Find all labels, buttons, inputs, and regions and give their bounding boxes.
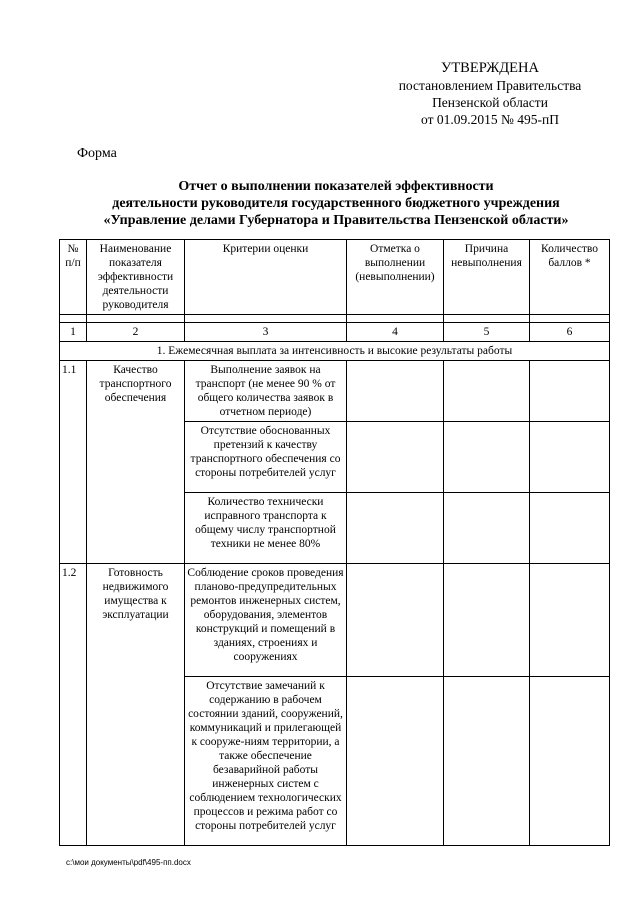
criteria-cell: Отсутствие замечаний к содержанию в рабочем состоянии зданий, сооружений, коммуникаций и прилегающей к сооруже-ниям территории, а также обеспечение безаварийной работы инженерных систем с соблюдением технологических процессов и режима работ со стороны потребителей услуг xyxy=(185,677,347,846)
approval-date: от 01.09.2015 № 495-пП xyxy=(421,112,559,127)
mark-cell xyxy=(347,677,444,846)
reason-cell xyxy=(444,361,530,422)
header-score: Количество баллов * xyxy=(530,240,610,315)
header-num: № п/п xyxy=(60,240,87,315)
document-title xyxy=(56,178,616,229)
gap-cell xyxy=(347,315,444,323)
mark-cell xyxy=(347,361,444,422)
col-number: 5 xyxy=(444,323,530,342)
table-row xyxy=(60,361,610,422)
score-cell xyxy=(530,361,610,422)
mark-cell xyxy=(347,422,444,493)
section-row xyxy=(60,342,610,361)
criteria-cell: Количество технически исправного транспорта к общему числу транспортной техники не менее 80% xyxy=(185,493,347,564)
report-table xyxy=(59,239,610,846)
approval-block xyxy=(360,60,620,128)
score-cell xyxy=(530,677,610,846)
header-criteria: Критерии оценки xyxy=(185,240,347,315)
mark-cell xyxy=(347,493,444,564)
row-name: Качество транспортного обеспечения xyxy=(87,361,185,564)
title-line: Отчет о выполнении показателей эффективности xyxy=(178,179,494,194)
title-line: «Управление делами Губернатора и Правительства Пензенской области» xyxy=(103,213,569,228)
row-name: Готовность недвижимого имущества к эксплуатации xyxy=(87,564,185,846)
reason-cell xyxy=(444,493,530,564)
gap-cell xyxy=(185,315,347,323)
col-number: 6 xyxy=(530,323,610,342)
row-num: 1.1 xyxy=(60,361,87,564)
score-cell xyxy=(530,493,610,564)
col-number: 4 xyxy=(347,323,444,342)
form-label: Форма xyxy=(77,146,117,161)
criteria-cell: Соблюдение сроков проведения планово-предупредительных ремонтов инженерных систем, оборудования, элементов конструкций и помещений в зданиях, строениях и сооружениях xyxy=(185,564,347,677)
reason-cell xyxy=(444,564,530,677)
header-mark: Отметка о выполнении (невыполнении) xyxy=(347,240,444,315)
header-reason: Причина невыполнения xyxy=(444,240,530,315)
gap-cell xyxy=(444,315,530,323)
mark-cell xyxy=(347,564,444,677)
criteria-cell: Отсутствие обоснованных претензий к качеству транспортного обеспечения со стороны потребителей услуг xyxy=(185,422,347,493)
title-line: деятельности руководителя государственного бюджетного учреждения xyxy=(112,196,560,211)
score-cell xyxy=(530,564,610,677)
approval-title: УТВЕРЖДЕНА xyxy=(441,60,539,76)
row-num: 1.2 xyxy=(60,564,87,846)
section-title: 1. Ежемесячная выплата за интенсивность и высокие результаты работы xyxy=(60,342,610,361)
col-number: 2 xyxy=(87,323,185,342)
approval-line: Пензенской области xyxy=(432,95,548,110)
gap-cell xyxy=(87,315,185,323)
file-path-footer: c:\мои документы\pdf\495-пп.docx xyxy=(66,858,191,867)
gap-cell xyxy=(60,315,87,323)
reason-cell xyxy=(444,422,530,493)
header-gap xyxy=(60,315,610,323)
col-number: 3 xyxy=(185,323,347,342)
header-row xyxy=(60,240,610,315)
approval-line: постановлением Правительства xyxy=(398,78,582,93)
header-name: Наименование показателя эффективности деятельности руководителя xyxy=(87,240,185,315)
col-number: 1 xyxy=(60,323,87,342)
criteria-cell: Выполнение заявок на транспорт (не менее 90 % от общего количества заявок в отчетном периоде) xyxy=(185,361,347,422)
reason-cell xyxy=(444,677,530,846)
table-row xyxy=(60,564,610,677)
score-cell xyxy=(530,422,610,493)
gap-cell xyxy=(530,315,610,323)
column-number-row xyxy=(60,323,610,342)
